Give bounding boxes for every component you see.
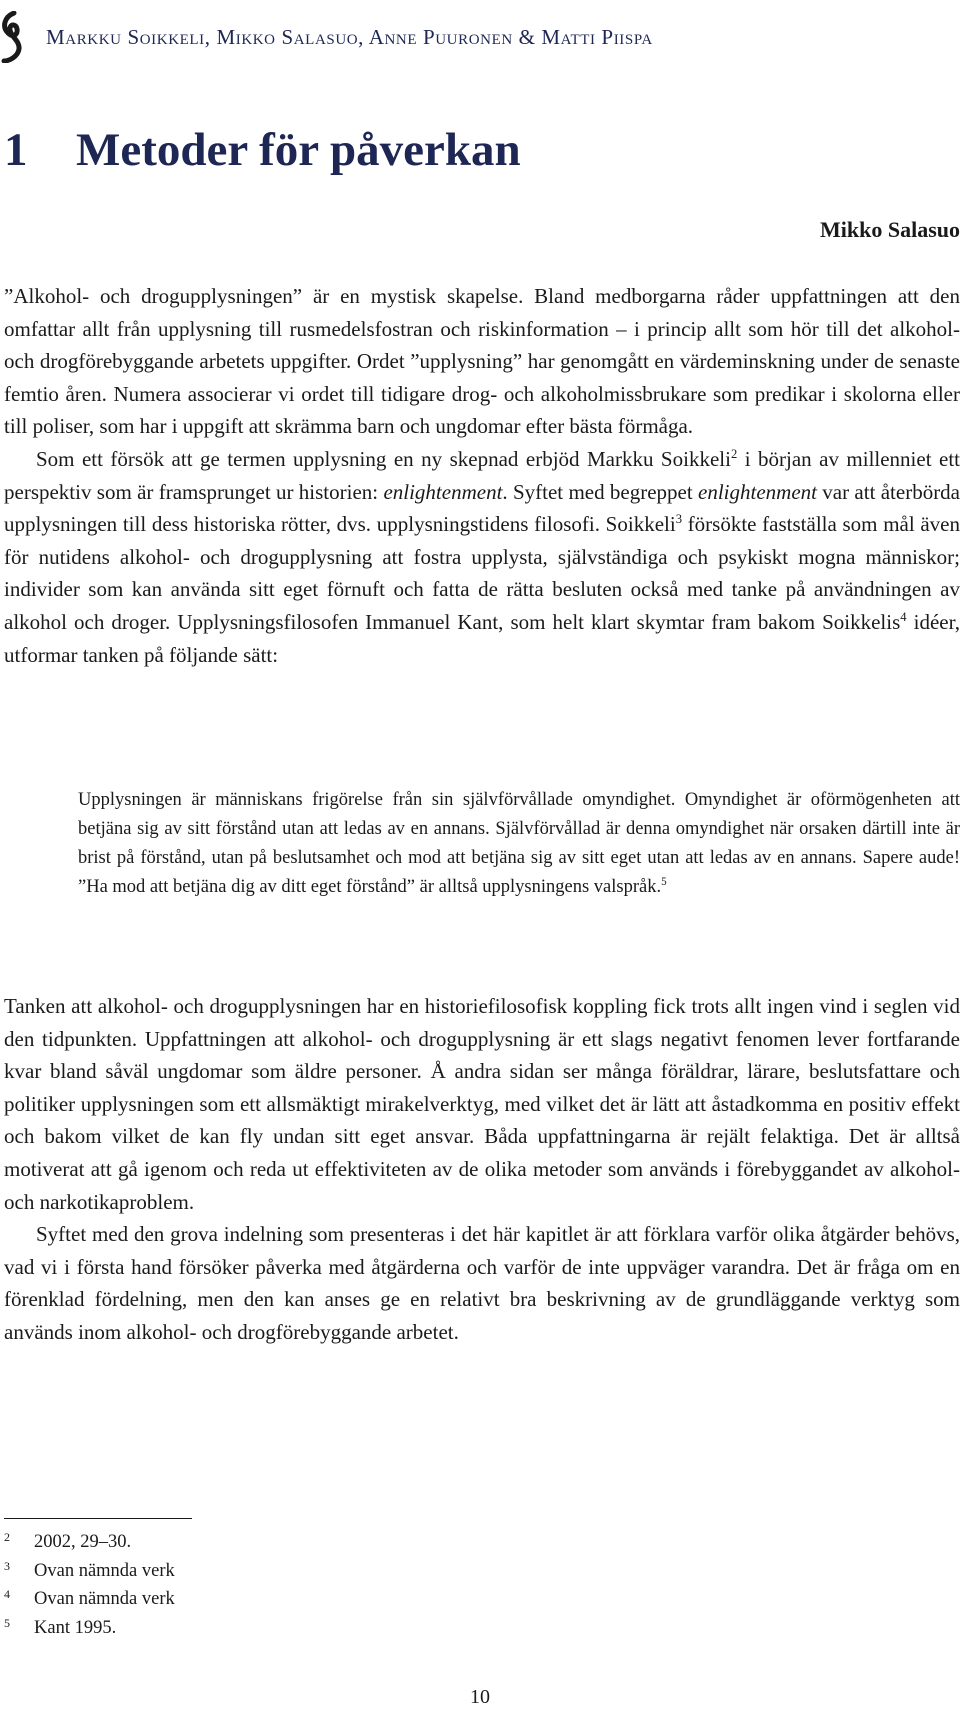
emphasis-term: enlightenment <box>383 479 503 504</box>
chapter-number: 1 <box>4 124 28 177</box>
emphasis-term: enlightenment <box>698 479 817 504</box>
quote-text <box>78 786 960 902</box>
paragraph-4: Syftet med den grova indelning som presenteras i det här kapitlet är att förklara varför olika åtgärder behövs, vad vi i första hand försöker påverka med åtgärderna och varför de inte uppväger varandra. Det är fråga om en förenklad fördelning, men den kan anses ge en relativt bra beskrivning av de grundläggande verktyg som används inom alkohol- och drogförebyggande arbetet. <box>4 1222 960 1344</box>
footnote-mark: 2 <box>4 1530 10 1544</box>
running-head-authors: Markku Soikkeli, Mikko Salasuo, Anne Puuronen & Matti Piispa <box>46 24 653 49</box>
body-section-continued <box>4 990 960 1349</box>
footnote-text: Ovan nämnda verk <box>34 1589 175 1609</box>
footnote-text: 2002, 29–30. <box>34 1532 132 1552</box>
paragraph-2-text: idéer, utformar tanken på följande sätt: <box>4 609 960 667</box>
paragraph-2-text: var att återbörda upplysningen till dess historiska rötter, dvs. upplysningstidens filosofi. Soikkeli <box>4 479 960 537</box>
footnote-ref-3[interactable]: 3 <box>675 512 682 527</box>
footnote-item <box>4 1528 175 1557</box>
footnote-list <box>4 1528 175 1642</box>
paragraph-3: Tanken att alkohol- och drogupplysningen har en historiefilosofisk koppling fick trots allt ingen vind i seglen vid den tidpunkten. Uppfattningen att alkohol- och drogupplysning är ett slags negativt fenomen lever fortfarande kvar bland såväl ungdomar som äldre personer. Å andra sidan ser många föräldrar, lärare, beslutsfattare och politiker upplysningen som ett allsmäktigt mirakelverktyg, med vilket det är lätt att åstadkomma en positiv effekt och bakom vilket de kan fly undan sitt eget ansvar. Båda uppfattningarna är rejält felaktiga. Det är alltså motiverat att gå igenom och reda ut effektiviteten av de olika metoder som används i förebyggandet av alkohol- och narkotikaproblem. <box>4 994 960 1214</box>
paragraph-2-text: . Syftet med begreppet <box>502 479 699 504</box>
footnote-mark: 3 <box>4 1558 10 1573</box>
paragraph-1: ”Alkohol- och drogupplysningen” är en mystisk skapelse. Bland medborgarna råder uppfattningen att den omfattar allt från upplysning till rusmedelsfostran och riskinformation – i princip allt som hör till det alkohol- och drogförebyggande arbetets uppgifter. Ordet ”upplysning” har genomgått en värdeminskning under de senaste femtio åren. Numera associerar vi ordet till tidigare drog- och alkoholmissbrukare som predikar i skolorna eller till poliser, som har i uppgift att skrämma barn och ungdomar efter bästa förmåga. <box>4 284 960 439</box>
paragraph-2-text: Som ett försök att ge termen upplysning en ny skepnad erbjöd Markku Soikkeli <box>36 446 731 471</box>
footnote-mark: 4 <box>4 1587 10 1601</box>
chapter-author: Mikko Salasuo <box>820 217 960 242</box>
paragraph-2 <box>4 443 960 671</box>
footnote-text: Kant 1995. <box>34 1617 117 1638</box>
chapter-title: Metoder för påverkan <box>76 124 521 177</box>
body-section-intro <box>4 280 960 671</box>
footnote-item <box>4 1614 175 1643</box>
footnote-text: Ovan nämnda verk <box>34 1560 175 1581</box>
footnote-ref-2[interactable]: 2 <box>730 446 738 461</box>
spiral-emblem-icon <box>0 11 22 63</box>
footnote-ref-4[interactable]: 4 <box>900 609 907 624</box>
block-quote <box>78 786 960 902</box>
quote-body: Upplysningen är människans frigörelse från sin självförvållade omyndighet. Omyndighet är oförmögenheten att betjäna sig av sitt förstånd utan att ledas av en annans. Självförvållad är denna omyndighet när orsaken därtill inte är brist på förstånd, utan på beslutsamhet och mod att betjäna sig av sitt eget utan att ledas av en annans. Sapere aude! ”Ha mod att betjäna dig av ditt eget förstånd” är alltså upplysningens valspråk. <box>78 790 960 897</box>
footnote-mark: 5 <box>4 1615 10 1630</box>
footnote-ref-5[interactable]: 5 <box>661 875 667 888</box>
footnote-item <box>4 1557 175 1586</box>
running-header <box>0 10 653 64</box>
footnote-divider <box>4 1518 192 1519</box>
paragraph-2-text: försökte fastställa som mål även för nutidens alkohol- och drogupplysning att fostra upplysta, självständiga och psykiskt mogna människor; individer som kan använda sitt eget förnuft och fatta de rätta besluten också med tanke på användningen av alkohol och droger. Upplysningsfilosofen Immanuel Kant, som helt klart skymtar fram bakom Soikkelis <box>4 512 960 634</box>
page-number: 10 <box>470 1686 490 1708</box>
chapter-heading <box>4 125 521 177</box>
paragraph-2-text: i början av millenniet ett perspektiv som är framsprunget ur historien: <box>4 446 960 504</box>
footnote-item <box>4 1585 175 1614</box>
